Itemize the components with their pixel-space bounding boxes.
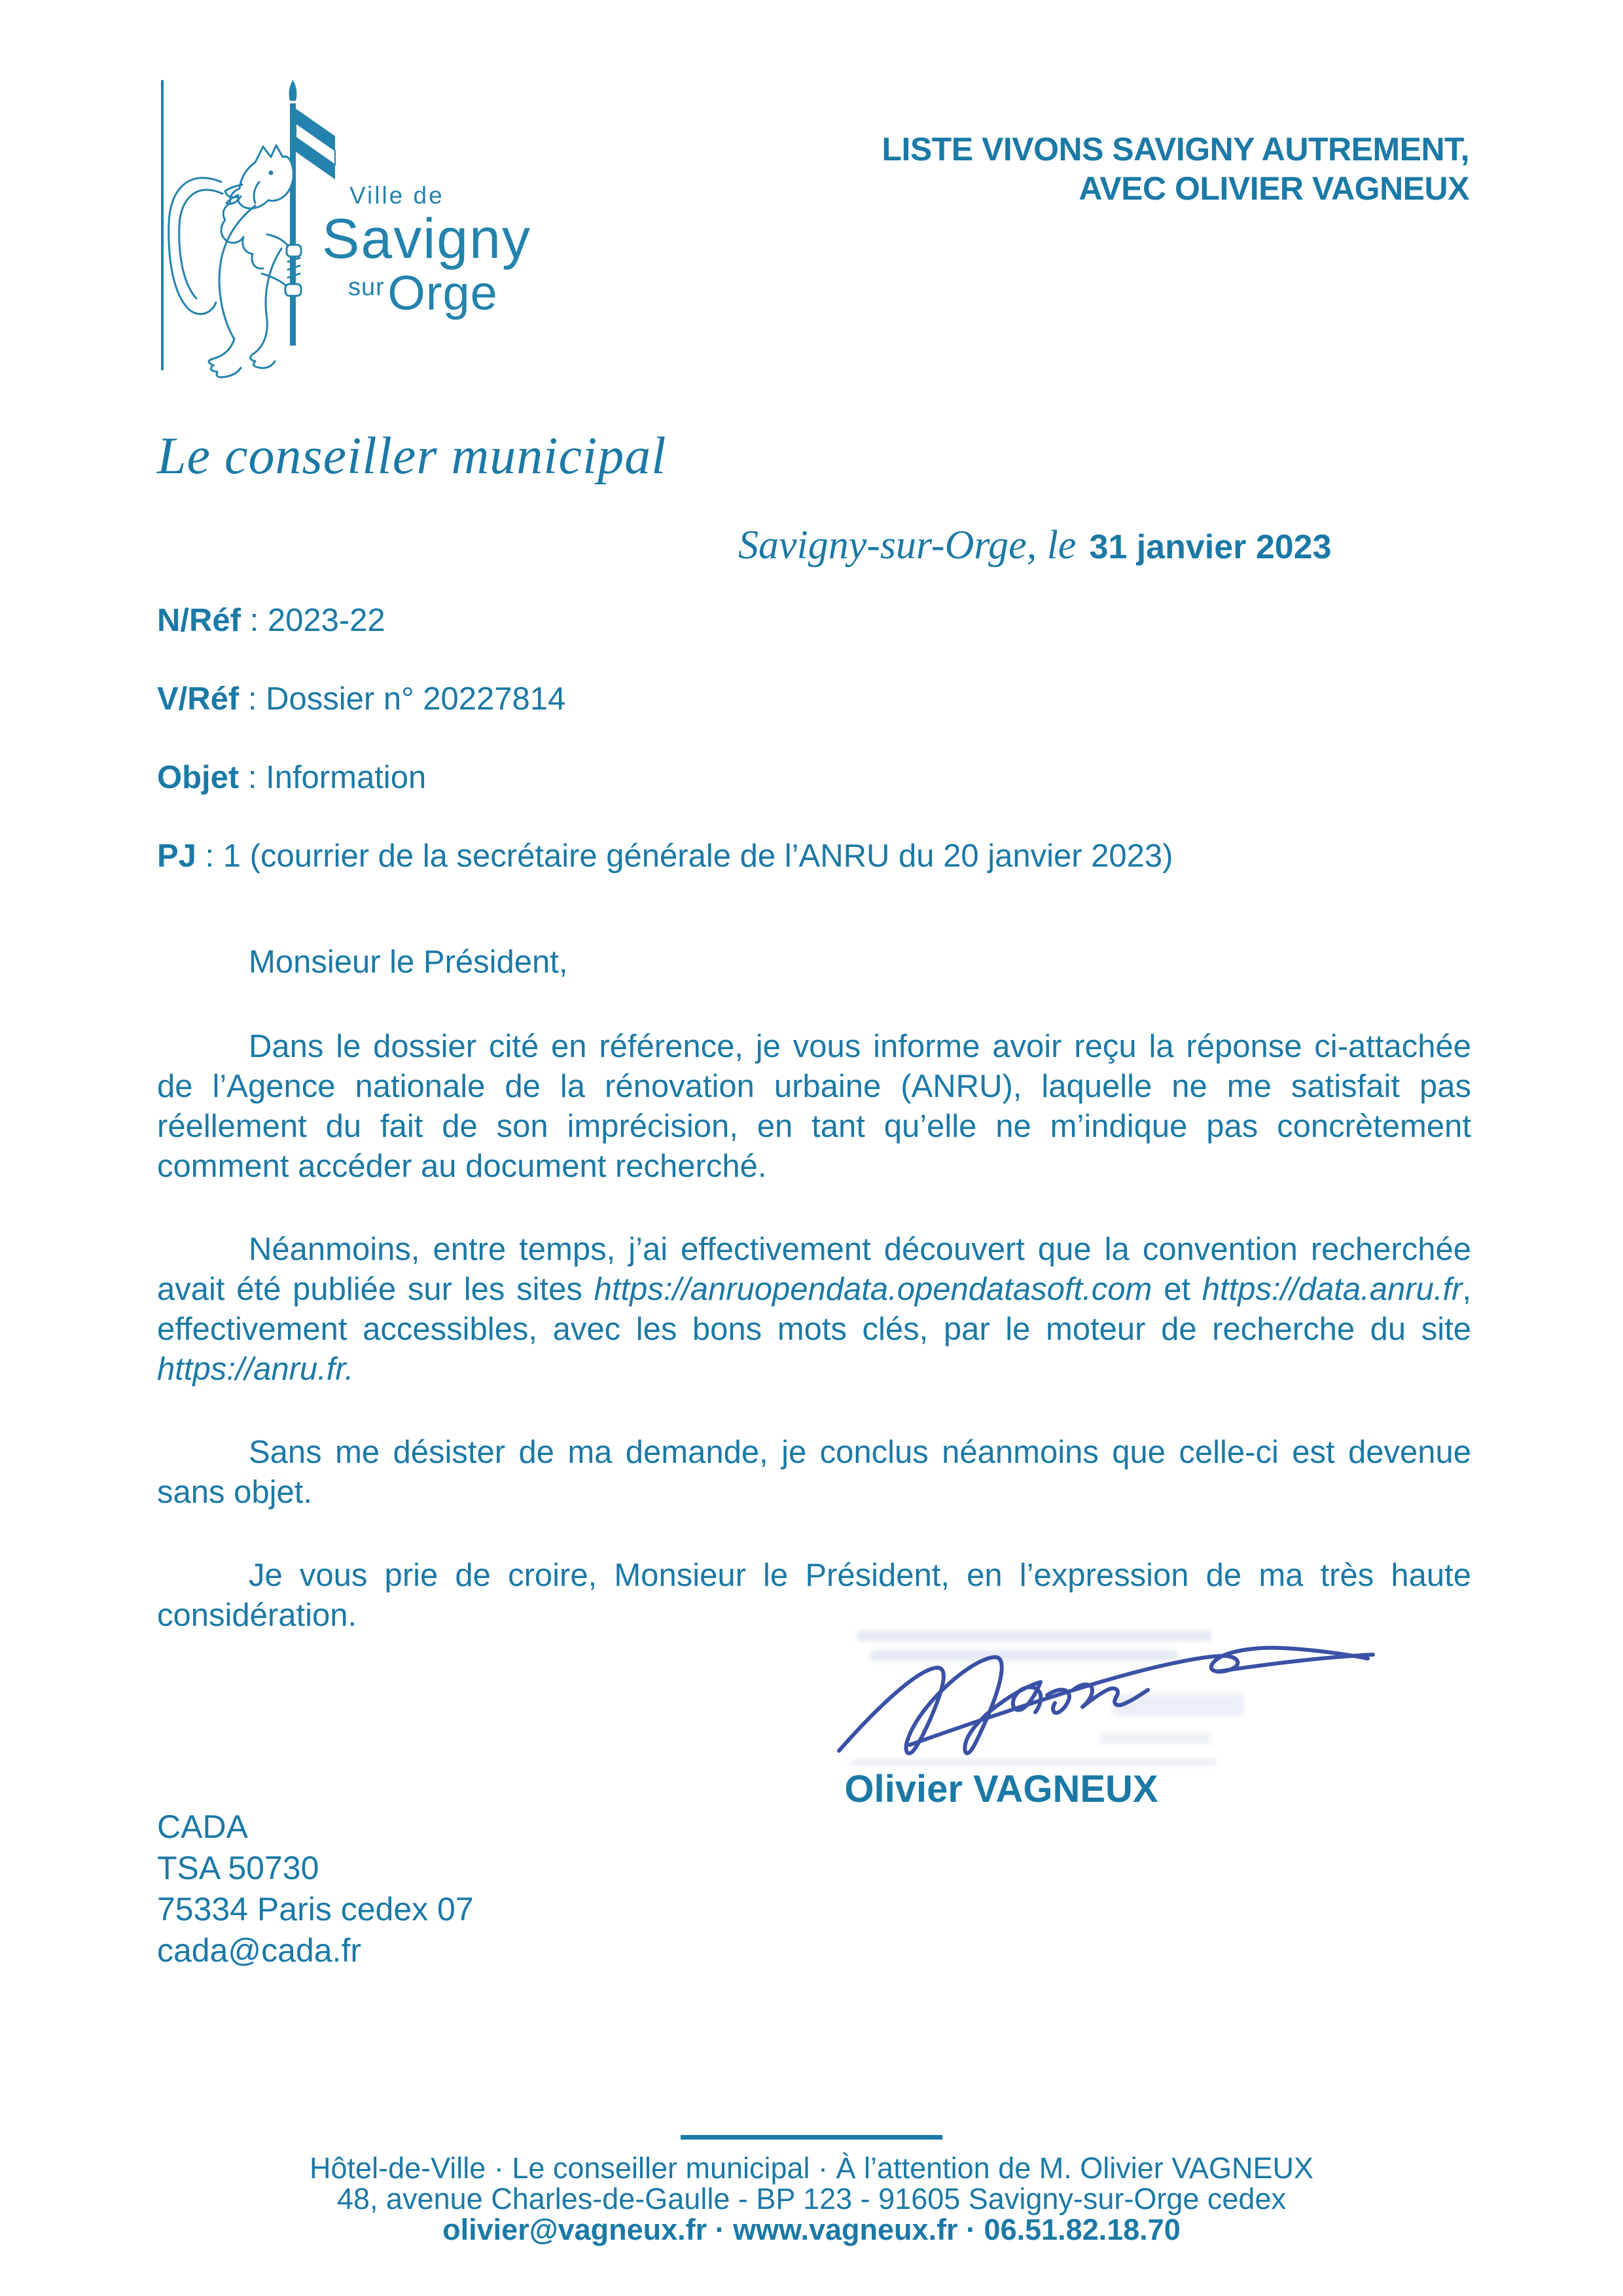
header-line-1: LISTE VIVONS SAVIGNY AUTREMENT, <box>882 131 1469 168</box>
handwritten-signature <box>825 1617 1414 1780</box>
ref-pj <box>157 838 1173 916</box>
logo-savigny: Savigny <box>322 207 531 270</box>
city-logo-wordmark <box>322 182 597 331</box>
signatory-name: Olivier VAGNEUX <box>844 1768 1158 1810</box>
sender-title: Le conseiller municipal <box>157 427 667 485</box>
logo-sur-orge <box>348 263 597 331</box>
footer-divider <box>681 2135 942 2140</box>
footer-line-3: olivier@vagneux.fr · www.vagneux.fr · 06.51.82.18.70 <box>442 2213 1181 2246</box>
ref-nref-value: 2023-22 <box>267 603 385 638</box>
salutation: Monsieur le Président, <box>249 944 568 980</box>
ref-nref <box>157 602 1173 681</box>
logo-sur: sur <box>348 274 385 301</box>
logo-orge: Orge <box>387 266 498 320</box>
dateline <box>738 522 1332 569</box>
recipient-line: 75334 Paris cedex 07 <box>157 1891 474 1928</box>
footer <box>0 2153 1623 2246</box>
ref-vref <box>157 681 1173 759</box>
ref-vref-label: V/Réf <box>157 681 240 717</box>
ref-objet-value: Information <box>266 760 427 795</box>
sender-list-header <box>882 130 1469 208</box>
dateline-place: Savigny-sur-Orge, le <box>738 523 1077 567</box>
ref-vref-value: Dossier n° 20227814 <box>266 681 566 717</box>
paragraph-4: Je vous prie de croire, Monsieur le Président, en l’expression de ma très haute considération. <box>157 1558 1471 1633</box>
ref-separator: : <box>239 681 266 717</box>
ref-separator: : <box>239 760 266 795</box>
letter-body <box>157 942 1471 1679</box>
ref-nref-label: N/Réf <box>157 603 241 638</box>
recipient-address <box>157 1806 474 1971</box>
footer-line-1: Hôtel-de-Ville · Le conseiller municipal · À l’attention de M. Olivier VAGNEUX <box>310 2151 1313 2185</box>
recipient-line: CADA <box>157 1808 248 1845</box>
logo-ville-de: Ville de <box>349 182 444 209</box>
recipient-line: TSA 50730 <box>157 1850 319 1886</box>
paragraph-1: Dans le dossier cité en référence, je vous informe avoir reçu la réponse ci-attachée de l’Agence nationale de la rénovation urbaine (ANRU), laquelle ne me satisfait pas réellement du fait de son imprécision, en tant qu’elle ne m’indique pas concrètement comment accéder au document recherché. <box>157 1029 1471 1184</box>
ref-pj-value: 1 (courrier de la secrétaire générale de l’ANRU du 20 janvier 2023) <box>223 838 1173 874</box>
ref-pj-label: PJ <box>157 838 196 874</box>
recipient-line: cada@cada.fr <box>157 1932 362 1969</box>
ref-separator: : <box>240 603 268 638</box>
dateline-date: 31 janvier 2023 <box>1089 528 1332 566</box>
footer-line-2: 48, avenue Charles-de-Gaulle - BP 123 - 91605 Savigny-sur-Orge cedex <box>337 2182 1286 2215</box>
header-line-2: AVEC OLIVIER VAGNEUX <box>1079 170 1469 207</box>
reference-block <box>157 602 1173 916</box>
paragraph-3: Sans me désister de ma demande, je conclus néanmoins que celle-ci est devenue sans objet. <box>157 1435 1471 1510</box>
ref-objet-label: Objet <box>157 760 240 795</box>
ref-separator: : <box>196 838 223 874</box>
ref-objet <box>157 759 1173 838</box>
paragraph-2: Néanmoins, entre temps, j’ai effectivement découvert que la convention recherchée avait été publiée sur les sites https://anruopendata.opendatasoft.com et https://data.anru.fr, effectivement accessibles, avec les bons mots clés, par le moteur de recherche du site https://anru.fr. <box>157 1232 1472 1387</box>
